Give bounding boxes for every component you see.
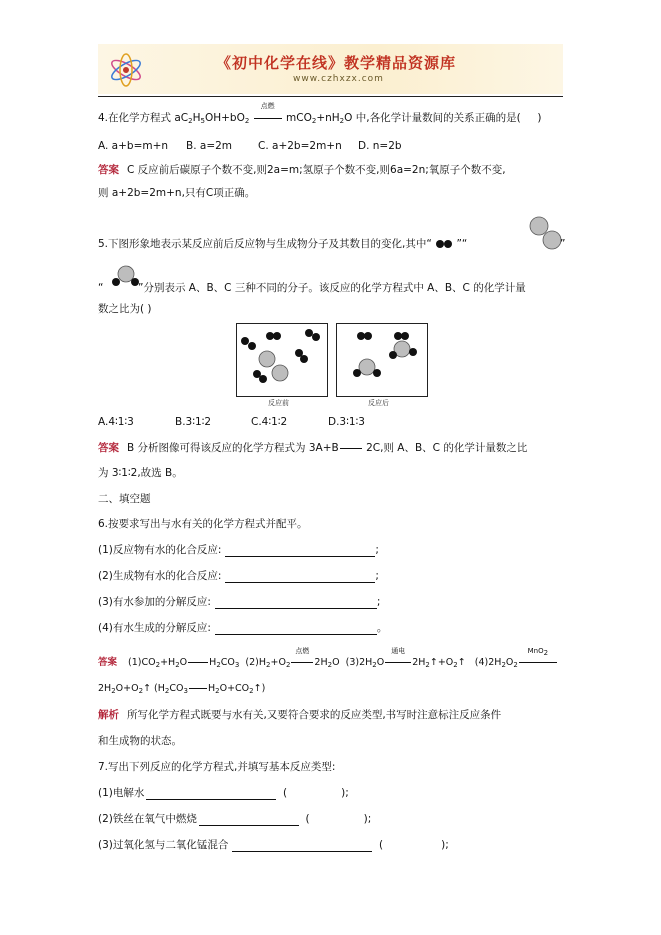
molecule-c-icon: [110, 262, 140, 290]
answer-label: 答案: [98, 657, 118, 668]
q5-answer: 答案 B 分析图像可得该反应的化学方程式为 3A+B 2C,则 A、B、C 的化学计量数之比: [98, 442, 528, 454]
answer-blank[interactable]: [225, 544, 375, 557]
q6-answer-cont: $2H_2O+O_2↑$ ($H_2CO_3$ $H_2O+CO_2↑$): [98, 683, 266, 695]
q6-analysis: 解析 所写化学方程式既要与水有关,又要符合要求的反应类型,书写时注意标注反应条件: [98, 709, 502, 721]
q5-option-c: C.4∶1∶2: [251, 416, 288, 428]
q5-line2: “: [98, 282, 104, 294]
answer-blank[interactable]: [215, 622, 377, 635]
q5-option-a: A.4∶1∶3: [98, 416, 134, 428]
q7-item-3: (3)过氧化氢与二氧化锰混合 ( );: [98, 839, 449, 851]
panel-before: [236, 323, 328, 397]
q4-option-d: D. n=2b: [358, 140, 402, 152]
q7-item-2: (2)铁丝在氧气中燃烧 ( );: [98, 813, 372, 825]
q6-analysis-cont: 和生成物的状态。: [98, 735, 182, 747]
q4-condition: 点燃: [260, 102, 275, 110]
q4-answer: 答案 C 反应前后碳原子个数不变,则2a=m;氢原子个数不变,则6a=2n;氧原子个数不变,: [98, 164, 506, 176]
q6-item-4: (4)有水生成的分解反应: 。: [98, 622, 388, 634]
molecule-b-icon: [528, 215, 564, 251]
answer-label: 答案: [98, 164, 119, 176]
q4-option-b: B. a=2m: [186, 140, 233, 152]
caption-before: 反应前: [268, 399, 289, 407]
before-molecules: [237, 324, 327, 396]
answer-blank[interactable]: [199, 813, 299, 826]
q4-option-a: A. a+b=m+n: [98, 140, 169, 152]
answer-blank[interactable]: [146, 787, 276, 800]
header-rule: [98, 96, 563, 97]
q5-option-b: B.3∶1∶2: [175, 416, 212, 428]
answer-blank[interactable]: [232, 839, 372, 852]
q7-item-1: (1)电解水 ( );: [98, 787, 349, 799]
atom-logo-icon: [106, 50, 146, 90]
q6-item-2: (2)生成物有水的化合反应: ;: [98, 570, 379, 582]
header-title: 《初中化学在线》教学精品资源库: [216, 54, 457, 72]
q5-answer-cont: 为 3∶1∶2,故选 B。: [98, 467, 183, 479]
q4-answer-cont: 则 a+2b=2m+n,只有C项正确。: [98, 187, 256, 199]
after-molecules: [337, 324, 427, 396]
q6-answer: 答案 $(1)CO_2+H_2O$ $H_2CO_3$ $(2)H_2+O_2$ 点燃 $2H_2O$ $(3)2H_2O$ 通电 $2H_2↑+O_2↑$ $(4)2H_2O_2$ MnO2: [98, 656, 558, 672]
q5-line2-text: ”分别表示 A、B、C 三种不同的分子。该反应的化学方程式中 A、B、C 的化学计量: [138, 282, 526, 294]
header-url: www.czhxzx.com: [293, 74, 384, 84]
q5-quote-close: ”: [560, 238, 566, 250]
q6-item-3: (3)有水参加的分解反应: ;: [98, 596, 381, 608]
q5-option-d: D.3∶1∶3: [328, 416, 365, 428]
q4-option-c: C. a+2b=2m+n: [258, 140, 342, 152]
caption-after: 反应后: [368, 399, 389, 407]
q5-line1: 5.下图形象地表示某反应前后反应物与生成物分子及其数目的变化,其中“ ”“: [98, 238, 468, 250]
section-title: 二、填空题: [98, 493, 151, 505]
answer-blank[interactable]: [225, 570, 375, 583]
header-banner: [98, 44, 563, 94]
q6-stem: 6.按要求写出与水有关的化学方程式并配平。: [98, 518, 308, 530]
answer-label: 答案: [98, 442, 119, 454]
answer-blank[interactable]: [215, 596, 377, 609]
q5-line3: 数之比为( ): [98, 303, 152, 315]
molecule-a-icon: [435, 239, 453, 249]
analysis-label: 解析: [98, 709, 119, 721]
q4-stem: 4.在化学方程式 $aC_2H_5OH+bO_2$ 点燃 $mCO_2+nH_2O$ 中,各化学计量数间的关系正确的是( ): [98, 102, 542, 125]
q6-item-1: (1)反应物有水的化合反应: ;: [98, 544, 379, 556]
q7-stem: 7.写出下列反应的化学方程式,并填写基本反应类型:: [98, 761, 336, 773]
panel-after: [336, 323, 428, 397]
